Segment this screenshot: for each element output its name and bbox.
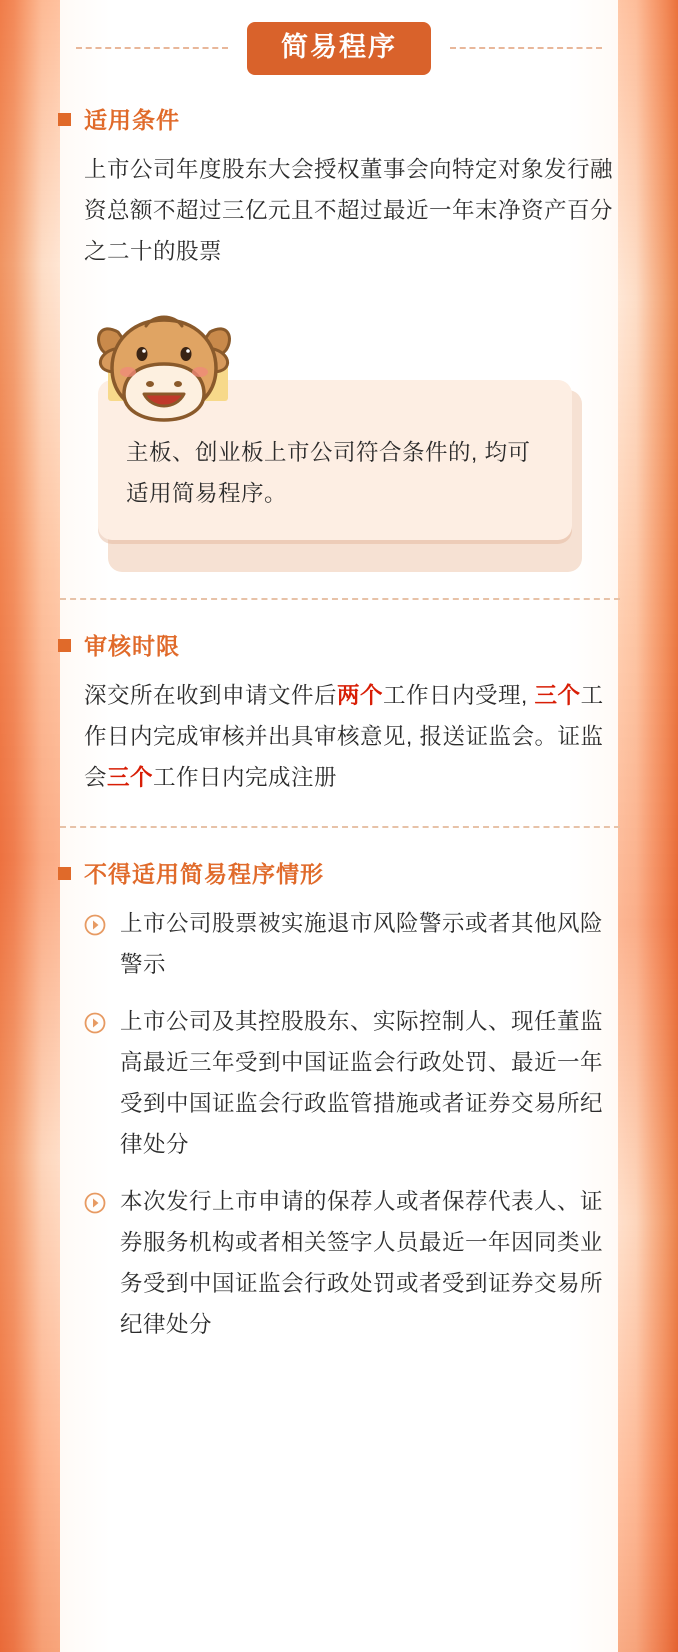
chevron-right-circle-icon: [84, 914, 106, 936]
list-item: [84, 1001, 620, 1165]
section-applicable-conditions: [58, 102, 620, 570]
section-heading: [58, 856, 620, 889]
not-applicable-list: [58, 903, 620, 1345]
section-not-applicable: [58, 856, 620, 1345]
page-title: 简易程序: [247, 22, 431, 75]
tip-block: [84, 298, 620, 570]
text-part: 工作日内完成审核并出具审核意见, 报送证监会。证监会: [84, 683, 604, 790]
chevron-right-circle-icon: [84, 1012, 106, 1034]
section-title: 适用条件: [84, 107, 180, 133]
tip-text: 主板、创业板上市公司符合条件的, 均可适用简易程序。: [126, 440, 531, 506]
list-item: [84, 1181, 620, 1345]
section-divider-2: [60, 826, 620, 828]
page-header: [58, 0, 620, 96]
bullet-square-icon: [58, 113, 71, 126]
text-part: 工作日内受理,: [383, 683, 535, 708]
section-heading: [58, 102, 620, 135]
cow-mascot-icon: [84, 298, 244, 428]
text-part-emphasis: 三个: [107, 765, 154, 790]
section-heading: [58, 628, 620, 661]
section-title: 不得适用简易程序情形: [84, 861, 324, 887]
chevron-right-circle-icon: [84, 1192, 106, 1214]
text-part: 深交所在收到申请文件后: [84, 683, 338, 708]
list-item-text: 上市公司及其控股股东、实际控制人、现任董监高最近三年受到中国证监会行政处罚、最近一年受到中国证监会行政监管措施或者证券交易所纪律处分: [120, 1009, 604, 1157]
review-deadline-paragraph: [58, 675, 620, 798]
text-part-emphasis: 两个: [337, 683, 384, 708]
text-part: 工作日内完成注册: [153, 765, 338, 790]
bullet-square-icon: [58, 867, 71, 880]
header-dash-right: [450, 47, 602, 49]
applicable-conditions-paragraph: 上市公司年度股东大会授权董事会向特定对象发行融资总额不超过三亿元且不超过最近一年末净资产百分之二十的股票: [84, 157, 614, 264]
section-review-deadline: [58, 628, 620, 798]
header-dash-left: [76, 47, 228, 49]
bullet-square-icon: [58, 639, 71, 652]
section-divider-1: [60, 598, 620, 600]
section-title: 审核时限: [84, 633, 180, 659]
text-part-emphasis: 三个: [534, 683, 581, 708]
list-item-text: 本次发行上市申请的保荐人或者保荐代表人、证券服务机构或者相关签字人员最近一年因同类业务受到中国证监会行政处罚或者受到证券交易所纪律处分: [120, 1189, 604, 1337]
list-item-text: 上市公司股票被实施退市风险警示或者其他风险警示: [120, 911, 604, 977]
list-item: [84, 903, 620, 985]
